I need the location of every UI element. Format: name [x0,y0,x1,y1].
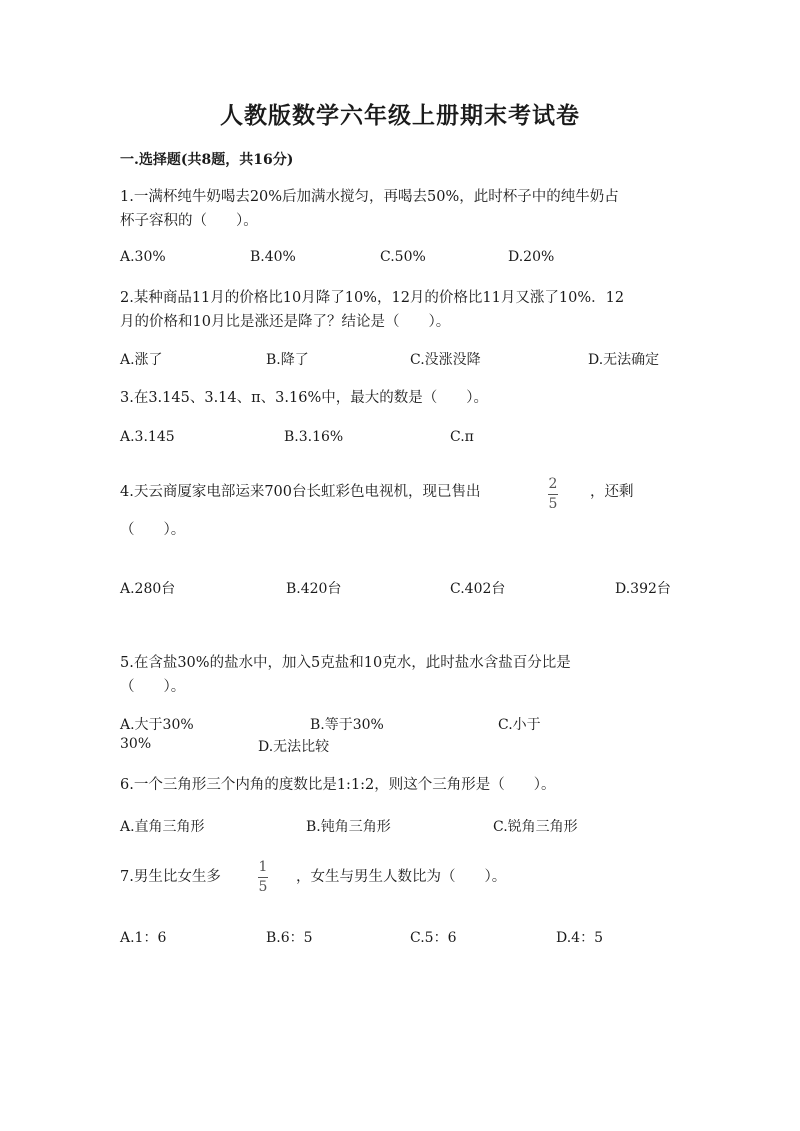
option-d: D.无法确定 [588,352,660,368]
page-title: 人教版数学六年级上册期末考试卷 [220,102,580,129]
option-d: D.20% [508,249,555,265]
option-b: B.等于30% [310,717,384,733]
fraction-numerator: 2 [548,476,558,492]
option-c: C.π [450,429,474,445]
question-line: 2.某种商品11月的价格比10月降了10%，12月的价格比11月又涨了10%．12 [120,290,625,306]
fraction-one-fifth [258,860,268,895]
option-d: D.无法比较 [258,739,330,755]
option-c: C.5：6 [410,930,457,946]
option-c: C.402台 [450,581,506,597]
option-c: C.50% [380,249,426,265]
option-c: C.锐角三角形 [493,819,578,835]
option-c: C.小于 [498,717,541,733]
question-4-continuation: ，还剩 [590,484,634,500]
question-3-text [120,386,488,410]
option-b: B.6：5 [266,930,313,946]
question-line: 杯子容积的（ ）。 [120,213,258,229]
fraction-denominator: 5 [258,879,268,895]
question-7-text: 7.男生比女生多 [120,869,221,885]
option-a: A.直角三角形 [120,819,205,835]
option-a: A.3.145 [120,429,175,445]
option-b: B.40% [250,249,296,265]
fraction-bar [258,877,268,878]
fraction-denominator: 5 [548,496,558,512]
option-a: A.30% [120,249,166,265]
question-2-text [120,286,624,334]
question-7-continuation: ，女生与男生人数比为（ ）。 [296,869,507,885]
question-4-blank: （ ）。 [120,522,186,538]
option-d: D.392台 [615,581,671,597]
option-a: A.1：6 [120,930,167,946]
question-line: 6.一个三角形三个内角的度数比是1:1:2，则这个三角形是（ ）。 [120,777,556,793]
question-line: 1.一满杯纯牛奶喝去20%后加满水搅匀，再喝去50%，此时杯子中的纯牛奶占 [120,189,619,205]
option-b: B.钝角三角形 [306,819,391,835]
question-4-text: 4.天云商厦家电部运来700台长虹彩色电视机，现已售出 [120,484,481,500]
option-d: D.4：5 [556,930,603,946]
option-a: A.涨了 [120,352,163,368]
fraction-numerator: 1 [258,859,268,875]
question-line: 5.在含盐30%的盐水中，加入5克盐和10克水，此时盐水含盐百分比是 [120,655,571,671]
section-heading: 一.选择题(共8题，共16分) [120,152,294,168]
fraction-bar [548,494,558,495]
question-1-text [120,185,619,233]
question-5-text [120,651,571,699]
option-a: A.大于30% [120,717,194,733]
option-c-continuation: 30% [120,736,152,752]
question-line: 月的价格和10月比是涨还是降了？结论是（ ）。 [120,314,451,330]
fraction-two-fifths [548,477,558,512]
option-b: B.3.16% [284,429,344,445]
question-line: （ ）。 [120,679,186,695]
question-line: 3.在3.145、3.14、π、3.16%中，最大的数是（ ）。 [120,390,488,406]
question-6-text [120,773,556,797]
option-c: C.没涨没降 [410,352,481,368]
option-a: A.280台 [120,581,176,597]
option-b: B.420台 [286,581,342,597]
option-b: B.降了 [266,352,309,368]
